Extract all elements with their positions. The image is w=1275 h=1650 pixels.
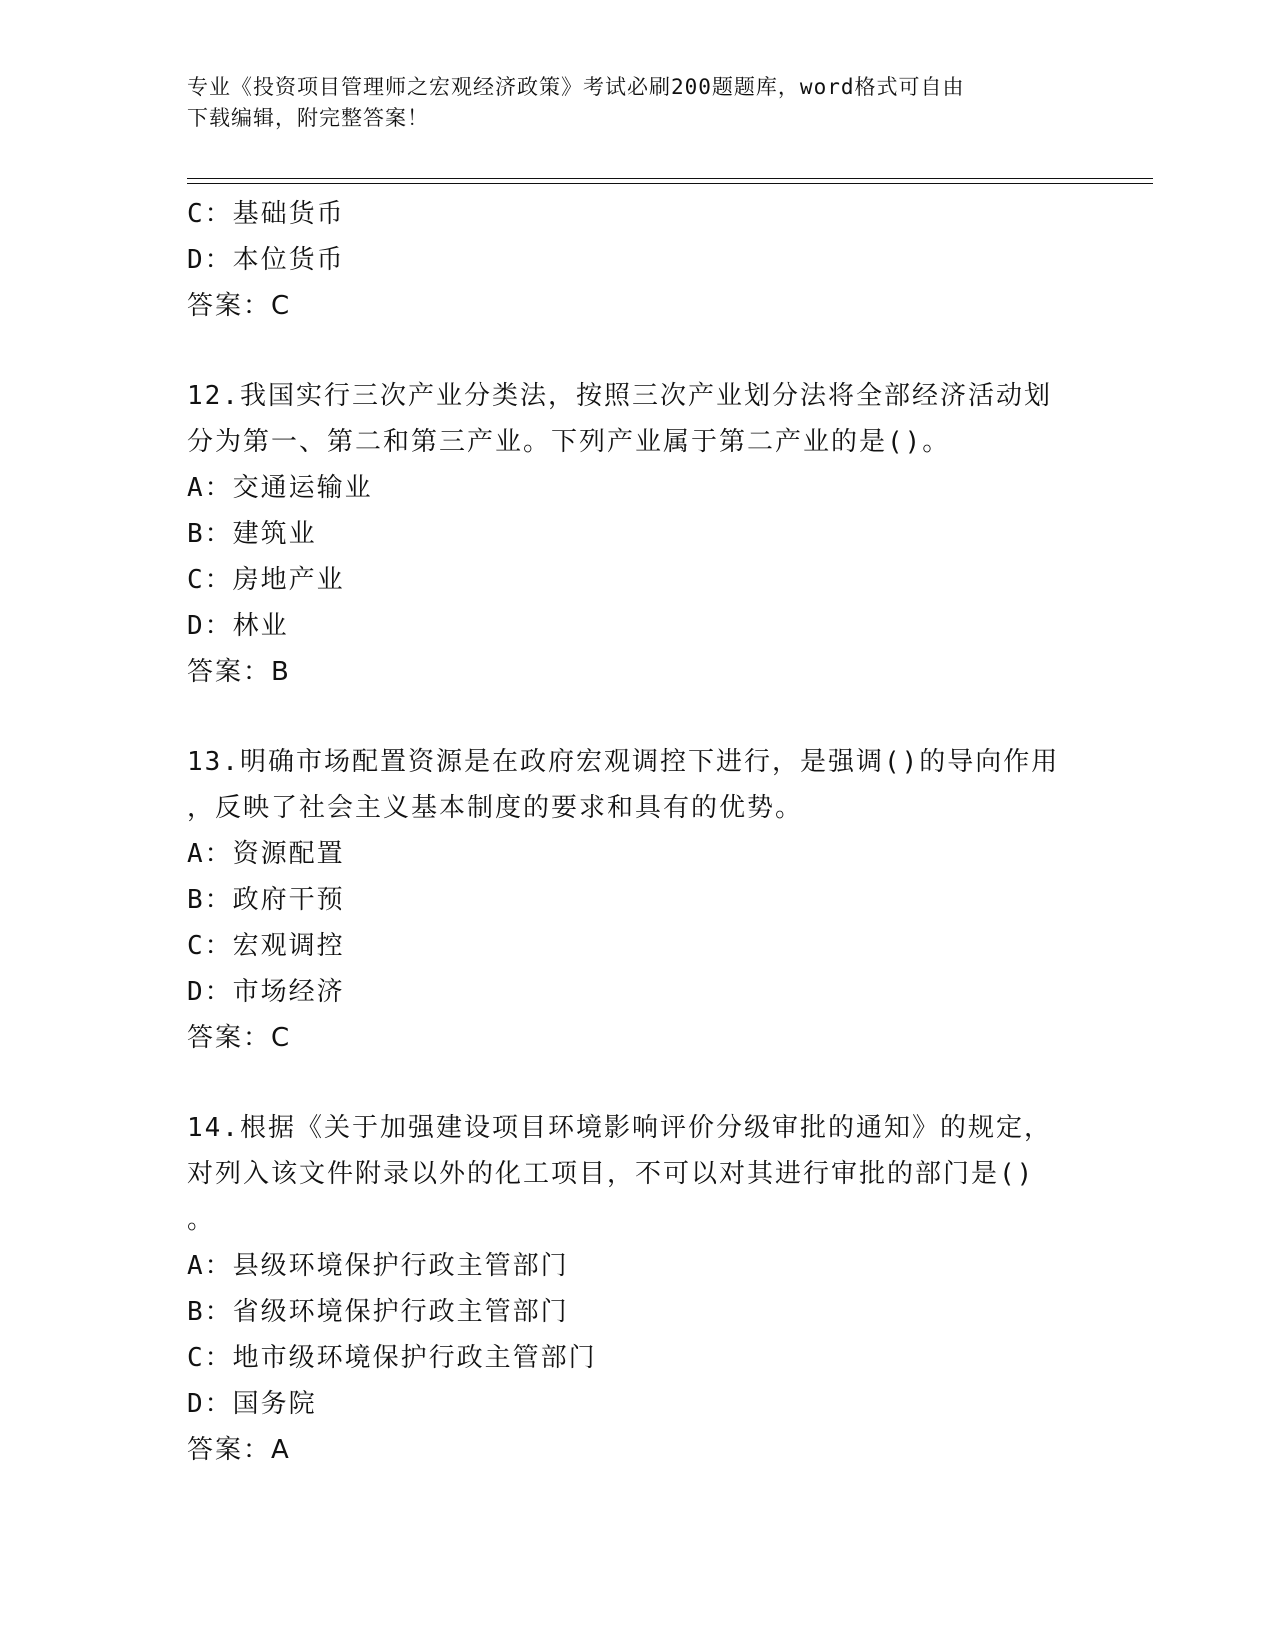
- option-text: 政府干预: [232, 885, 345, 915]
- option-text: 省级环境保护行政主管部门: [232, 1297, 569, 1327]
- question-11-tail: [187, 191, 1067, 329]
- option-label: B：: [187, 519, 233, 549]
- option-text: 林业: [232, 611, 289, 641]
- answer-line: 答案：C: [187, 1023, 292, 1053]
- document-header: [187, 72, 1067, 134]
- option-d: [187, 1381, 1067, 1427]
- option-a: [187, 831, 1067, 877]
- option-a: [187, 1243, 1067, 1289]
- question-12: [187, 373, 1067, 695]
- option-label: C：: [187, 199, 233, 229]
- option-label: C：: [187, 1343, 233, 1373]
- option-c: [187, 923, 1067, 969]
- option-label: B：: [187, 1297, 233, 1327]
- question-stem-line: 。: [187, 1205, 216, 1235]
- option-text: 建筑业: [232, 519, 317, 549]
- answer-line: 答案：C: [187, 291, 292, 321]
- answer-line: 答案：B: [187, 657, 291, 687]
- option-text: 地市级环境保护行政主管部门: [232, 1343, 597, 1373]
- option-label: D：: [187, 245, 233, 275]
- spacer: [187, 1061, 1067, 1105]
- option-c: [187, 557, 1067, 603]
- option-text: 本位货币: [232, 245, 345, 275]
- option-b: [187, 1289, 1067, 1335]
- question-stem-line: 12.我国实行三次产业分类法，按照三次产业划分法将全部经济活动划: [187, 381, 1052, 411]
- option-b: [187, 511, 1067, 557]
- option-text: 市场经济: [232, 977, 345, 1007]
- header-line-2: 下载编辑，附完整答案！: [187, 106, 429, 130]
- question-list: [187, 191, 1067, 1473]
- option-text: 资源配置: [232, 839, 345, 869]
- option-text: 县级环境保护行政主管部门: [232, 1251, 569, 1281]
- option-label: A：: [187, 473, 233, 503]
- option-label: B：: [187, 885, 233, 915]
- option-c: [187, 1335, 1067, 1381]
- header-rule-bottom: [187, 183, 1153, 184]
- spacer: [187, 695, 1067, 739]
- option-text: 宏观调控: [232, 931, 345, 961]
- option-text: 交通运输业: [232, 473, 373, 503]
- option-label: C：: [187, 565, 233, 595]
- question-14: [187, 1105, 1067, 1473]
- option-b: [187, 877, 1067, 923]
- option-label: C：: [187, 931, 233, 961]
- spacer: [187, 329, 1067, 373]
- option-label: A：: [187, 839, 233, 869]
- question-stem-line: 14.根据《关于加强建设项目环境影响评价分级审批的通知》的规定，: [187, 1113, 1052, 1143]
- question-stem-line: 对列入该文件附录以外的化工项目，不可以对其进行审批的部门是(): [187, 1159, 1035, 1189]
- question-stem-line: ，反映了社会主义基本制度的要求和具有的优势。: [187, 793, 804, 823]
- option-c: [187, 191, 1067, 237]
- option-label: D：: [187, 977, 233, 1007]
- header-rule-top: [187, 178, 1153, 179]
- option-d: [187, 969, 1067, 1015]
- question-stem-line: 分为第一、第二和第三产业。下列产业属于第二产业的是()。: [187, 427, 951, 457]
- option-label: D：: [187, 611, 233, 641]
- header-line-1: 专业《投资项目管理师之宏观经济政策》考试必刷200题题库，word格式可自由: [187, 75, 965, 99]
- question-stem-line: 13.明确市场配置资源是在政府宏观调控下进行，是强调()的导向作用: [187, 747, 1060, 777]
- option-label: D：: [187, 1389, 233, 1419]
- option-d: [187, 237, 1067, 283]
- question-13: [187, 739, 1067, 1061]
- option-text: 房地产业: [232, 565, 345, 595]
- option-text: 国务院: [232, 1389, 317, 1419]
- answer-line: 答案：A: [187, 1435, 291, 1465]
- option-label: A：: [187, 1251, 233, 1281]
- option-text: 基础货币: [232, 199, 345, 229]
- option-d: [187, 603, 1067, 649]
- option-a: [187, 465, 1067, 511]
